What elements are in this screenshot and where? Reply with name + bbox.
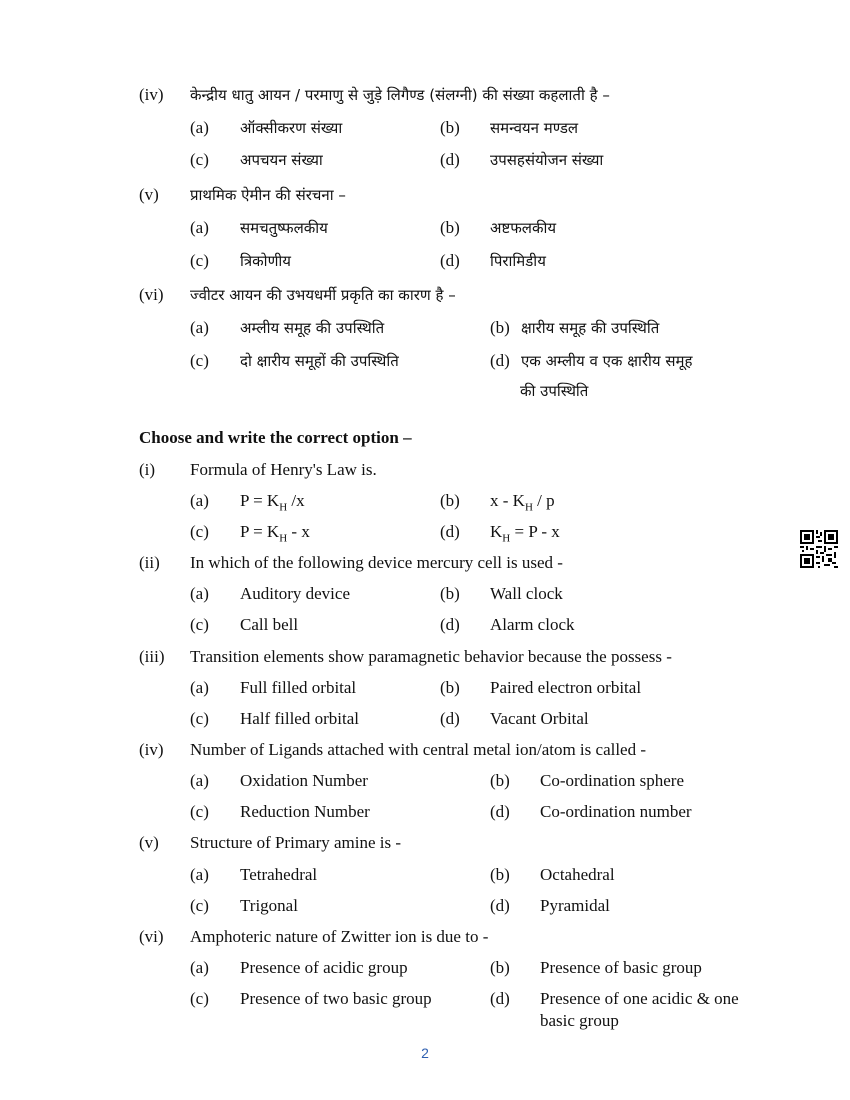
question-text: Amphoteric nature of Zwitter ion is due to - [190, 927, 489, 946]
question-text: केन्द्रीय धातु आयन / परमाणु से जुड़े लिगैण्ड (संलग्नी) की संख्या कहलाती है – [190, 86, 610, 104]
question-text: In which of the following device mercury cell is used - [190, 553, 563, 572]
question-text: Structure of Primary amine is - [190, 833, 402, 852]
qr-code-icon [800, 530, 838, 568]
question-number: (iv) [139, 85, 164, 104]
section-heading: Choose and write the correct option – [139, 428, 412, 447]
question-number: (v) [139, 833, 159, 852]
question-text: Number of Ligands attached with central metal ion/atom is called - [190, 740, 647, 759]
question-number: (i) [139, 460, 156, 479]
option-d-continued: की उपस्थिति [520, 382, 589, 400]
question-text: Transition elements show paramagnetic behavior because the possess - [190, 647, 672, 666]
question-text: ज्वीटर आयन की उभयधर्मी प्रकृति का कारण है – [190, 286, 456, 304]
question-number: (iv) [139, 740, 164, 759]
question-text: Formula of Henry's Law is. [190, 460, 377, 479]
question-text: प्राथमिक ऐमीन की संरचना – [190, 186, 346, 204]
question-number: (vi) [139, 285, 164, 304]
question-number: (ii) [139, 553, 160, 572]
question-number: (v) [139, 185, 159, 204]
page-number: 2 [421, 1045, 429, 1061]
option-d-continued: basic group [540, 1011, 619, 1030]
question-number: (vi) [139, 927, 164, 946]
question-number: (iii) [139, 647, 165, 666]
